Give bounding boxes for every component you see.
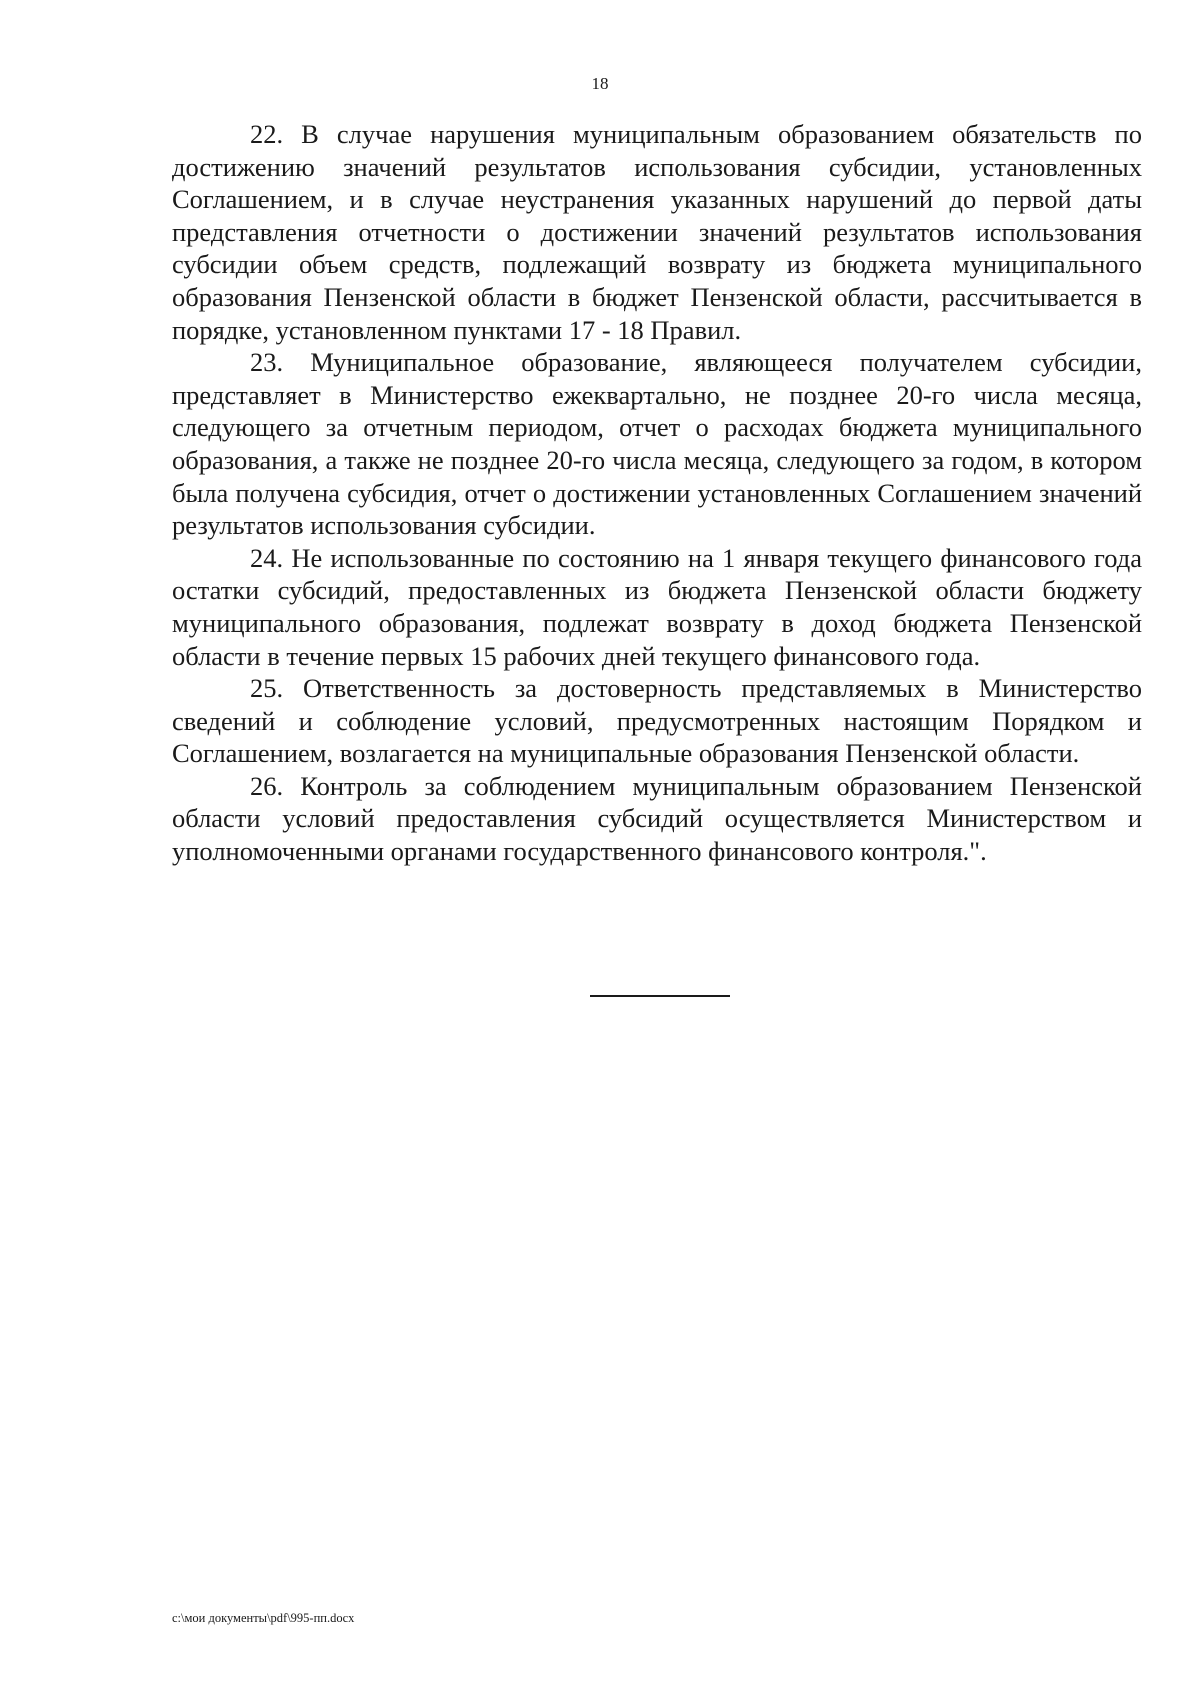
paragraph-23: 23. Муниципальное образование, являющееся получателем субсидии, представляет в Министерство ежеквартально, не позднее 20-го числа месяца, следующего за отчетным периодом, отчет о расходах бюджета муниципального образования, а также не позднее 20-го числа месяца, следующего за годом, в котором была получена субсидия, отчет о достижении установленных Соглашением значений результатов использования субсидии. [172, 347, 1142, 541]
paragraph-24: 24. Не использованные по состоянию на 1 января текущего финансового года остатки субсидий, предоставленных из бюджета Пензенской области бюджету муниципального образования, подлежат возврату в доход бюджета Пензенской области в течение первых 15 рабочих дней текущего финансового года. [172, 542, 1142, 671]
footer-file-path: c:\мои документы\pdf\995-пп.docx [172, 1611, 355, 1625]
document-body [172, 118, 1142, 868]
paragraph-26: 26. Контроль за соблюдением муниципальным образованием Пензенской области условий предоставления субсидий осуществляется Министерством и уполномоченными органами государственного финансового контроля.". [172, 770, 1142, 867]
end-of-document-rule [590, 995, 730, 997]
page-number: 18 [591, 74, 609, 93]
paragraph-25: 25. Ответственность за достоверность представляемых в Министерство сведений и соблюдение условий, предусмотренных настоящим Порядком и Соглашением, возлагается на муниципальные образования Пензенской области. [172, 673, 1142, 769]
paragraph-22: 22. В случае нарушения муниципальным образованием обязательств по достижению значений результатов использования субсидии, установленных Соглашением, и в случае неустранения указанных нарушений до первой даты представления отчетности о достижении значений результатов использования субсидии объем средств, подлежащий возврату из бюджета муниципального образования Пензенской области в бюджет Пензенской области, рассчитывается в порядке, установленном пунктами 17 - 18 Правил. [172, 119, 1142, 345]
